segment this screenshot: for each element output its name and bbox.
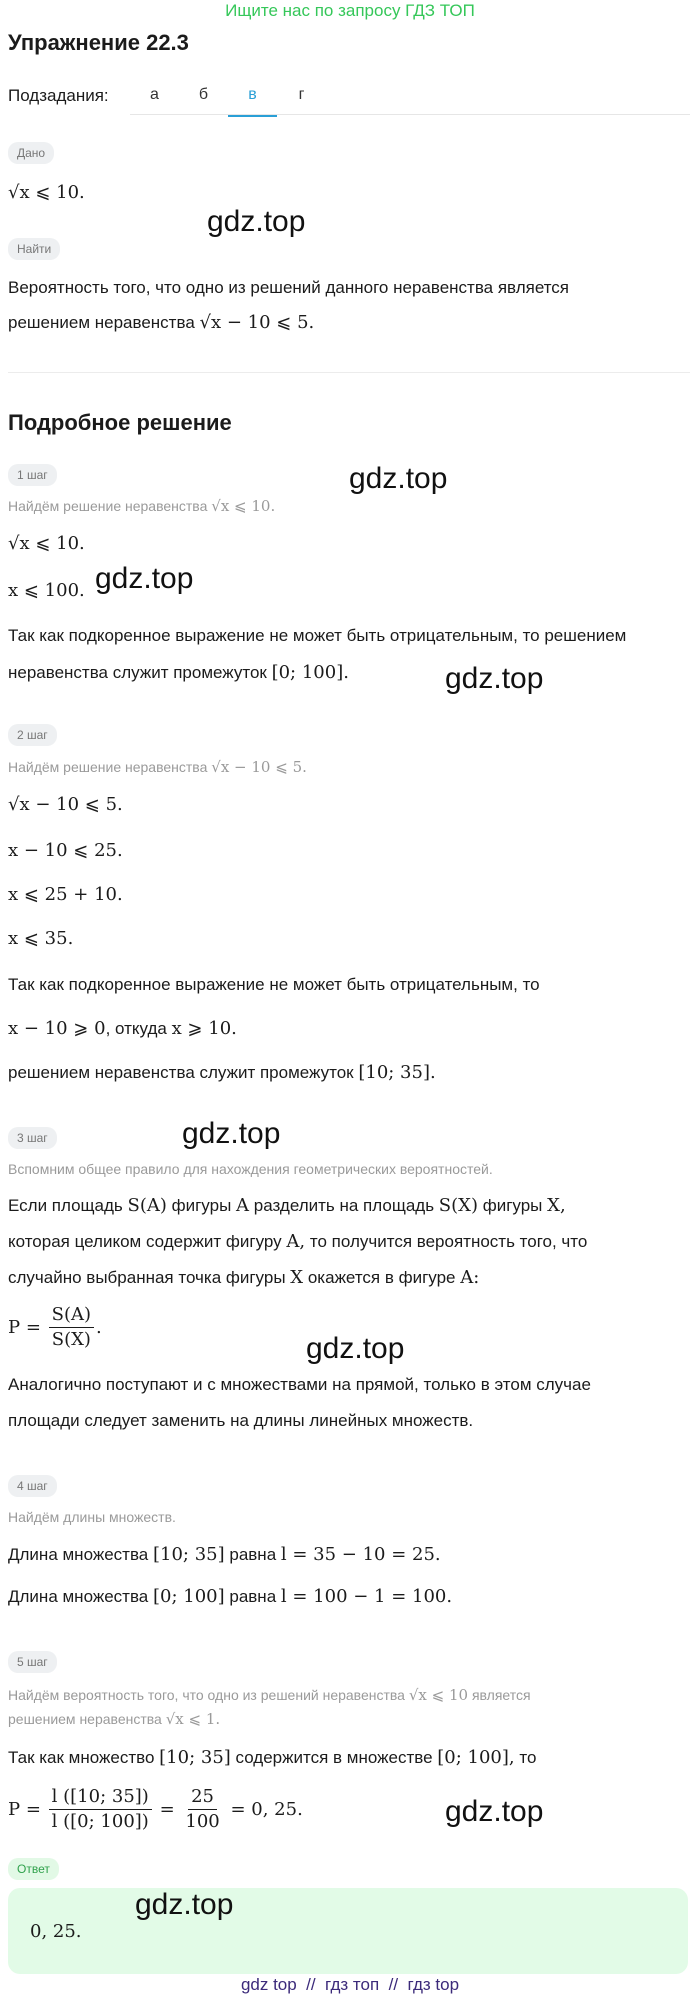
step4-line2: Длина множества [0; 100] равна l = 100 − 1 = 100. (8, 1586, 453, 1607)
watermark: gdz.top (349, 462, 448, 495)
step3-para2: площади следует заменить на длины линейных множеств. (8, 1411, 474, 1430)
watermark: gdz.top (445, 1795, 544, 1828)
step3-line2: которая целиком содержит фигуру A, то получится вероятность того, что (8, 1231, 588, 1252)
step1-line1: √x ⩽ 10. (8, 533, 85, 554)
step1-para1: Так как подкоренное выражение не может быть отрицательным, то решением (8, 626, 627, 645)
watermark: gdz.top (95, 562, 194, 595)
answer-badge: Ответ (8, 1858, 59, 1880)
given-expression: √x ⩽ 10. (8, 182, 85, 203)
answer-value: 0, 25. (30, 1921, 82, 1942)
footer-links[interactable]: gdz top // гдз топ // гдз top (240, 1975, 460, 1994)
step1-hint: Найдём решение неравенства √x ⩽ 10. (8, 497, 276, 515)
tab-b[interactable]: б (198, 86, 209, 103)
answer-box (8, 1888, 688, 1974)
find-text-line1: Вероятность того, что одно из решений данного неравенства является (8, 278, 570, 297)
tab-g[interactable]: г (298, 86, 305, 103)
step5-hint2: решением неравенства √x ⩽ 1. (8, 1710, 221, 1728)
step3-line3: случайно выбранная точка фигуры X окажется в фигуре A: (8, 1267, 480, 1288)
step3-formula: P = $\frac{S(A)}{S(X)}$ . (8, 1304, 102, 1350)
watermark: gdz.top (207, 205, 306, 238)
step2-hint: Найдём решение неравенства √x − 10 ⩽ 5. (8, 758, 307, 776)
step4-line1: Длина множества [10; 35] равна l = 35 − 10 = 25. (8, 1544, 441, 1565)
step5-formula: P = $\frac{l ([10; 35])}{l ([0; 100])}$ = $\frac{25}{100}$ = 0, 25. (8, 1786, 303, 1832)
watermark: gdz.top (445, 662, 544, 695)
step3-para1: Аналогично поступают и с множествами на прямой, только в этом случае (8, 1375, 591, 1394)
subtask-tabs (130, 80, 326, 117)
section-divider (8, 372, 690, 373)
step1-line2: x ⩽ 100. (8, 580, 85, 601)
step1-para2: неравенства служит промежуток [0; 100]. (8, 662, 349, 683)
tab-v[interactable]: в (228, 80, 277, 117)
step3-hint: Вспомним общее правило для нахождения геометрических вероятностей. (8, 1161, 493, 1177)
step5-badge: 5 шаг (8, 1651, 57, 1673)
tabs-divider (130, 114, 690, 115)
step1-badge: 1 шаг (8, 464, 57, 486)
subtasks-label: Подзадания: (8, 86, 109, 105)
step2-badge: 2 шаг (8, 724, 57, 746)
solution-title: Подробное решение (8, 410, 232, 435)
watermark: gdz.top (135, 1888, 234, 1921)
step5-line1: Так как множество [10; 35] содержится в множестве [0; 100], то (8, 1747, 537, 1768)
tab-a[interactable]: а (150, 86, 159, 103)
step5-hint1: Найдём вероятность того, что одно из решений неравенства √x ⩽ 10 является (8, 1686, 531, 1704)
step3-badge: 3 шаг (8, 1127, 57, 1149)
step3-line1: Если площадь S(A) фигуры A разделить на площадь S(X) фигуры X, (8, 1195, 566, 1216)
watermark: gdz.top (182, 1117, 281, 1150)
step2-para1: Так как подкоренное выражение не может быть отрицательным, то (8, 975, 540, 994)
step4-badge: 4 шаг (8, 1475, 57, 1497)
step2-para2: x − 10 ⩾ 0, откуда x ⩾ 10. (8, 1018, 237, 1039)
page-title: Упражнение 22.3 (8, 30, 189, 55)
given-badge: Дано (8, 142, 54, 164)
step2-line2: x − 10 ⩽ 25. (8, 840, 123, 861)
step2-para3: решением неравенства служит промежуток [10; 35]. (8, 1062, 436, 1083)
step4-hint: Найдём длины множеств. (8, 1509, 176, 1525)
step2-line3: x ⩽ 25 + 10. (8, 884, 123, 905)
watermark: gdz.top (306, 1332, 405, 1365)
step2-line4: x ⩽ 35. (8, 928, 74, 949)
step2-line1: √x − 10 ⩽ 5. (8, 794, 123, 815)
top-banner: Ищите нас по запросу ГДЗ ТОП (225, 1, 475, 20)
find-text-line2: решением неравенства √x − 10 ⩽ 5. (8, 312, 315, 333)
find-badge: Найти (8, 238, 60, 260)
